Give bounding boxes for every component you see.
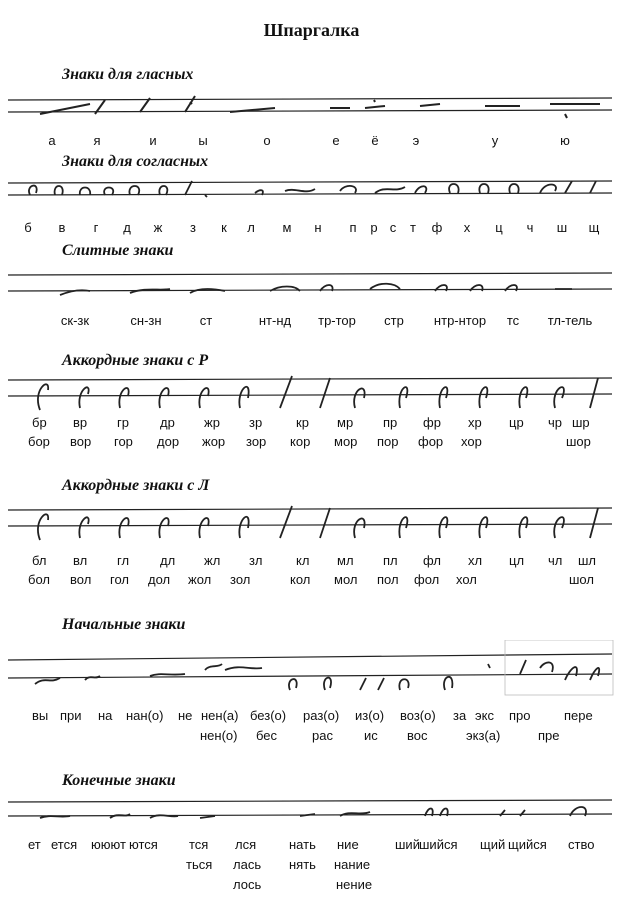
label-consonant: н <box>314 220 322 235</box>
label-accord-r: чр <box>548 415 563 430</box>
label-accord-l: фл <box>423 553 441 568</box>
label-final: лось <box>233 877 262 892</box>
label-final: тся <box>189 837 209 852</box>
label-accord-r: хор <box>461 434 482 449</box>
label-accord-r: мор <box>334 434 358 449</box>
label-accord-l: мол <box>334 572 358 587</box>
label-initial: экз(а) <box>466 728 501 743</box>
label-accord-r: цр <box>509 415 524 430</box>
label-consonant: д <box>123 220 131 235</box>
label-initial: вос <box>407 728 428 743</box>
label-merged: тр-тор <box>318 313 356 328</box>
label-accord-r: гор <box>114 434 133 449</box>
label-accord-l: кол <box>290 572 311 587</box>
label-consonant: в <box>58 220 66 235</box>
label-accord-l: цл <box>509 553 525 568</box>
label-final: нать <box>289 837 316 852</box>
label-accord-l: дол <box>148 572 171 587</box>
label-initial: на <box>98 708 113 723</box>
label-consonant: т <box>410 220 416 235</box>
label-accord-r: зр <box>249 415 263 430</box>
label-vowel: и <box>149 133 157 148</box>
label-accord-r: кр <box>296 415 309 430</box>
label-final: ться <box>186 857 213 872</box>
label-vowel: е <box>332 133 340 148</box>
section-heading-vowels: Знаки для гласных <box>62 66 194 83</box>
label-accord-r: пр <box>383 415 398 430</box>
label-accord-l: шол <box>569 572 594 587</box>
label-accord-l: гол <box>110 572 129 587</box>
label-initial: нен(о) <box>200 728 238 743</box>
label-final: нять <box>289 857 316 872</box>
label-initial: за <box>453 708 467 723</box>
label-accord-r: жр <box>204 415 220 430</box>
label-initial: бес <box>256 728 278 743</box>
label-final: лся <box>235 837 257 852</box>
page-title: Шпаргалка <box>263 20 360 40</box>
label-final: ет <box>28 837 41 852</box>
label-consonant: л <box>247 220 255 235</box>
label-accord-r: фр <box>423 415 441 430</box>
label-accord-r: кор <box>290 434 311 449</box>
label-initial: пере <box>564 708 593 723</box>
label-initial: экс <box>475 708 494 723</box>
shorthand-lines-final <box>0 794 623 830</box>
label-accord-l: шл <box>578 553 597 568</box>
label-merged: ст <box>199 313 213 328</box>
label-consonant: м <box>282 220 292 235</box>
label-merged: стр <box>384 313 404 328</box>
label-merged: сн-зн <box>130 313 162 328</box>
label-final: ство <box>568 837 595 852</box>
label-accord-r: вр <box>73 415 88 430</box>
section-heading-accord-l: Аккордные знаки с Л <box>62 477 210 494</box>
label-merged: ск-зк <box>60 313 90 328</box>
label-consonant: х <box>463 220 471 235</box>
label-accord-l: хол <box>456 572 477 587</box>
label-accord-r: фор <box>418 434 444 449</box>
label-accord-l: пл <box>383 553 398 568</box>
label-initial: ис <box>364 728 378 743</box>
label-vowel: а <box>48 133 56 148</box>
label-accord-r: др <box>160 415 175 430</box>
label-merged: нт-нд <box>258 313 292 328</box>
label-merged: нтр-нтор <box>433 313 487 328</box>
label-initial: не <box>178 708 193 723</box>
label-final: щий <box>480 837 506 852</box>
label-vowel: ё <box>371 133 379 148</box>
label-final: ются <box>129 837 158 852</box>
label-accord-r: шор <box>566 434 591 449</box>
label-accord-r: зор <box>246 434 267 449</box>
label-final: щийся <box>508 837 547 852</box>
label-merged: тл-тель <box>547 313 593 328</box>
label-consonant: ц <box>495 220 503 235</box>
label-initial: нен(а) <box>201 708 239 723</box>
label-accord-l: вол <box>70 572 92 587</box>
label-accord-l: жл <box>204 553 221 568</box>
label-initial: нан(о) <box>126 708 164 723</box>
label-consonant: б <box>24 220 32 235</box>
label-accord-l: хл <box>468 553 483 568</box>
label-accord-r: гр <box>117 415 129 430</box>
label-accord-l: бол <box>28 572 50 587</box>
label-accord-r: бр <box>32 415 47 430</box>
label-accord-l: бл <box>32 553 47 568</box>
label-accord-l: зол <box>230 572 251 587</box>
label-consonant: к <box>221 220 227 235</box>
label-accord-r: бор <box>28 434 50 449</box>
label-accord-l: фол <box>414 572 440 587</box>
section-heading-final: Конечные знаки <box>62 772 176 789</box>
label-accord-l: кл <box>296 553 310 568</box>
label-vowel: я <box>93 133 101 148</box>
label-accord-r: жор <box>202 434 226 449</box>
section-heading-merged: Слитные знаки <box>62 242 174 259</box>
label-accord-r: хр <box>468 415 482 430</box>
shorthand-lines-merged <box>0 265 623 305</box>
label-final: лась <box>233 857 262 872</box>
label-final: ется <box>51 837 78 852</box>
label-vowel: ы <box>198 133 208 148</box>
label-accord-r: дор <box>157 434 180 449</box>
label-accord-l: зл <box>249 553 263 568</box>
label-initial: рас <box>312 728 333 743</box>
label-accord-l: мл <box>337 553 354 568</box>
label-accord-l: чл <box>548 553 563 568</box>
label-vowel: о <box>263 133 271 148</box>
label-consonant: п <box>349 220 357 235</box>
label-initial: без(о) <box>250 708 287 723</box>
label-vowel: ю <box>560 133 570 148</box>
label-merged: тс <box>506 313 520 328</box>
label-initial: вы <box>32 708 49 723</box>
label-vowel: э <box>412 133 420 148</box>
shorthand-lines-consonants <box>0 175 623 205</box>
label-initial: пре <box>538 728 560 743</box>
label-accord-r: мр <box>337 415 354 430</box>
label-initial: раз(о) <box>303 708 340 723</box>
shorthand-lines-accord-l <box>0 500 623 545</box>
label-final: ююют <box>91 837 126 852</box>
shorthand-lines-initial <box>0 640 623 700</box>
label-accord-r: вор <box>70 434 92 449</box>
section-heading-initial: Начальные знаки <box>62 616 186 633</box>
shorthand-lines-vowels <box>0 90 623 130</box>
label-final: шийся <box>419 837 458 852</box>
label-final: нание <box>334 857 371 872</box>
label-final: нение <box>336 877 373 892</box>
label-consonant: з <box>190 220 196 235</box>
label-vowel: у <box>491 133 499 148</box>
section-heading-accord-r: Аккордные знаки с Р <box>62 352 209 369</box>
label-consonant: р <box>370 220 378 235</box>
label-accord-r: шр <box>572 415 590 430</box>
label-accord-l: гл <box>117 553 130 568</box>
label-consonant: щ <box>588 220 600 235</box>
label-consonant: ж <box>153 220 163 235</box>
shorthand-lines-accord-r <box>0 370 623 415</box>
label-consonant: г <box>93 220 99 235</box>
label-initial: воз(о) <box>400 708 436 723</box>
label-initial: из(о) <box>355 708 385 723</box>
label-accord-l: вл <box>73 553 88 568</box>
label-consonant: ч <box>526 220 534 235</box>
label-initial: про <box>509 708 531 723</box>
label-accord-l: жол <box>188 572 212 587</box>
section-heading-consonants: Знаки для согласных <box>62 153 209 170</box>
label-consonant: ф <box>431 220 443 235</box>
label-accord-l: пол <box>377 572 399 587</box>
label-accord-r: пор <box>377 434 399 449</box>
label-accord-l: дл <box>160 553 176 568</box>
label-initial: при <box>60 708 82 723</box>
label-consonant: ш <box>556 220 568 235</box>
label-final: ние <box>337 837 359 852</box>
label-final: ший <box>395 837 420 852</box>
label-consonant: с <box>389 220 397 235</box>
